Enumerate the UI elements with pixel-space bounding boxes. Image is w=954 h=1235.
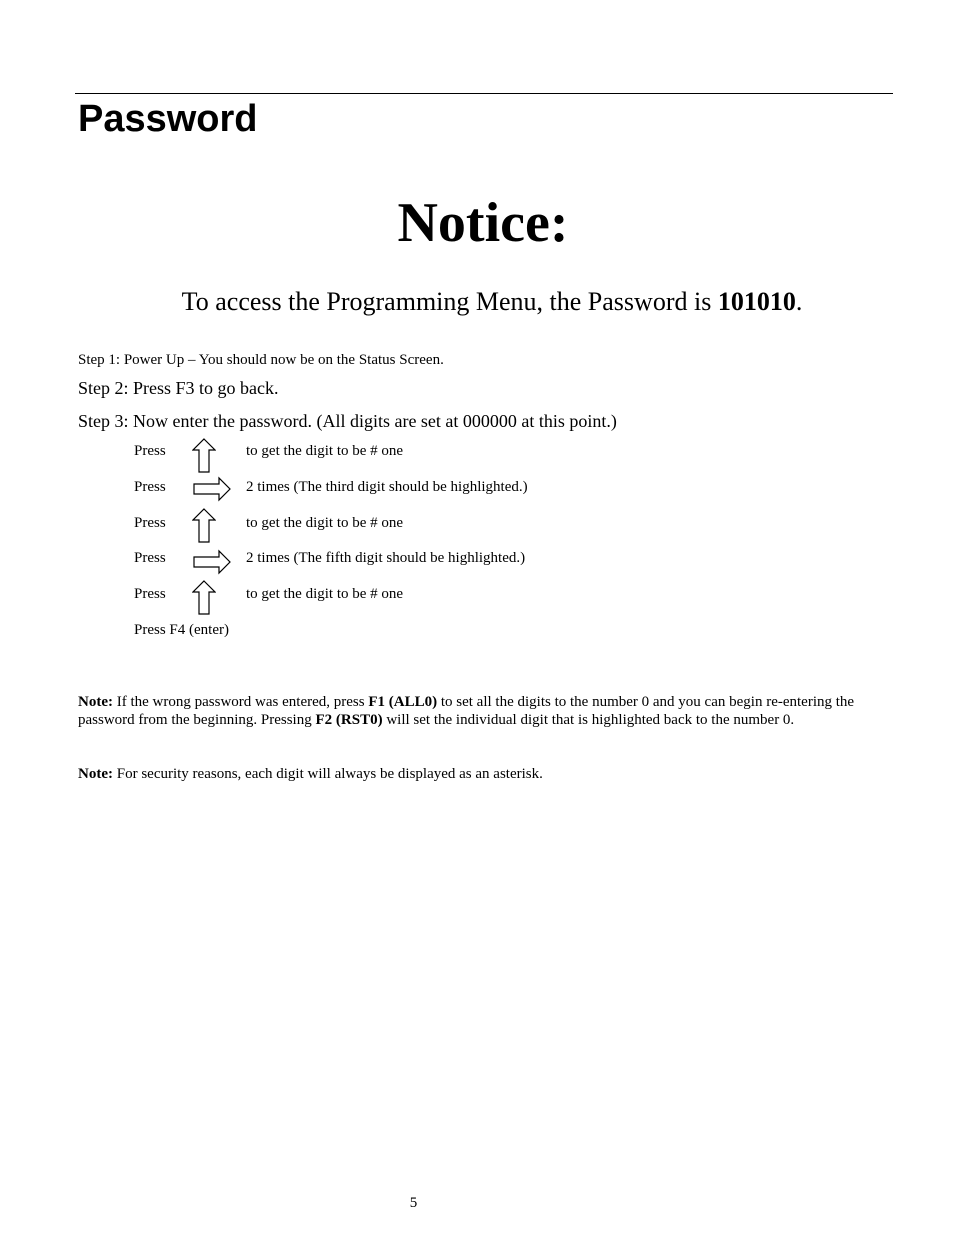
press-word: Press bbox=[134, 586, 166, 602]
access-suffix: . bbox=[795, 287, 803, 316]
note-text: will set the individual digit that is highlighted back to the number 0. bbox=[382, 712, 795, 728]
step-3: Step 3: Now enter the password. (All digits are set at 000000 at this point.) bbox=[78, 411, 617, 431]
press-description: to get the digit to be # one bbox=[246, 443, 404, 459]
access-sentence bbox=[0, 285, 954, 319]
header-rule bbox=[75, 93, 893, 94]
step-2: Step 2: Press F3 to go back. bbox=[78, 378, 279, 398]
press-word: Press bbox=[134, 515, 166, 531]
press-word: Press bbox=[134, 550, 166, 566]
up-arrow-icon bbox=[192, 508, 216, 544]
notice-heading: Notice: bbox=[397, 192, 569, 254]
right-arrow-icon bbox=[193, 549, 231, 575]
note-label: Note: bbox=[78, 694, 113, 710]
note-wrong-password bbox=[78, 693, 898, 729]
press-row-1 bbox=[134, 442, 834, 478]
press-row-4 bbox=[134, 549, 834, 585]
press-description: to get the digit to be # one bbox=[246, 515, 404, 531]
note-text: If the wrong password was entered, press bbox=[112, 694, 369, 710]
note-text: to set all the digits to the number 0 and you can begin re-entering the password from the beginning. Pressing bbox=[78, 694, 855, 728]
page-number: 5 bbox=[409, 1195, 418, 1211]
section-title: Password bbox=[78, 98, 258, 140]
press-word: Press bbox=[134, 443, 166, 459]
password-value: 101010 bbox=[717, 287, 796, 316]
note-security bbox=[78, 765, 543, 783]
press-description: to get the digit to be # one bbox=[246, 586, 404, 602]
step-1: Step 1: Power Up – You should now be on the Status Screen. bbox=[78, 352, 444, 368]
f1-key-label: F1 (ALL0) bbox=[368, 694, 438, 710]
right-arrow-icon bbox=[193, 476, 231, 502]
press-row-3 bbox=[134, 514, 834, 550]
press-word: Press bbox=[134, 479, 166, 495]
note-text: For security reasons, each digit will always be displayed as an asterisk. bbox=[112, 766, 543, 782]
press-row-5 bbox=[134, 585, 834, 621]
final-press-instruction: Press F4 (enter) bbox=[134, 622, 229, 638]
press-description: 2 times (The third digit should be highlighted.) bbox=[246, 479, 528, 495]
access-prefix: To access the Programming Menu, the Password is bbox=[181, 287, 718, 316]
press-row-2 bbox=[134, 478, 834, 514]
note-label: Note: bbox=[78, 766, 113, 782]
up-arrow-icon bbox=[192, 580, 216, 616]
up-arrow-icon bbox=[192, 438, 216, 474]
press-description: 2 times (The fifth digit should be highlighted.) bbox=[246, 550, 526, 566]
f2-key-label: F2 (RST0) bbox=[315, 712, 383, 728]
